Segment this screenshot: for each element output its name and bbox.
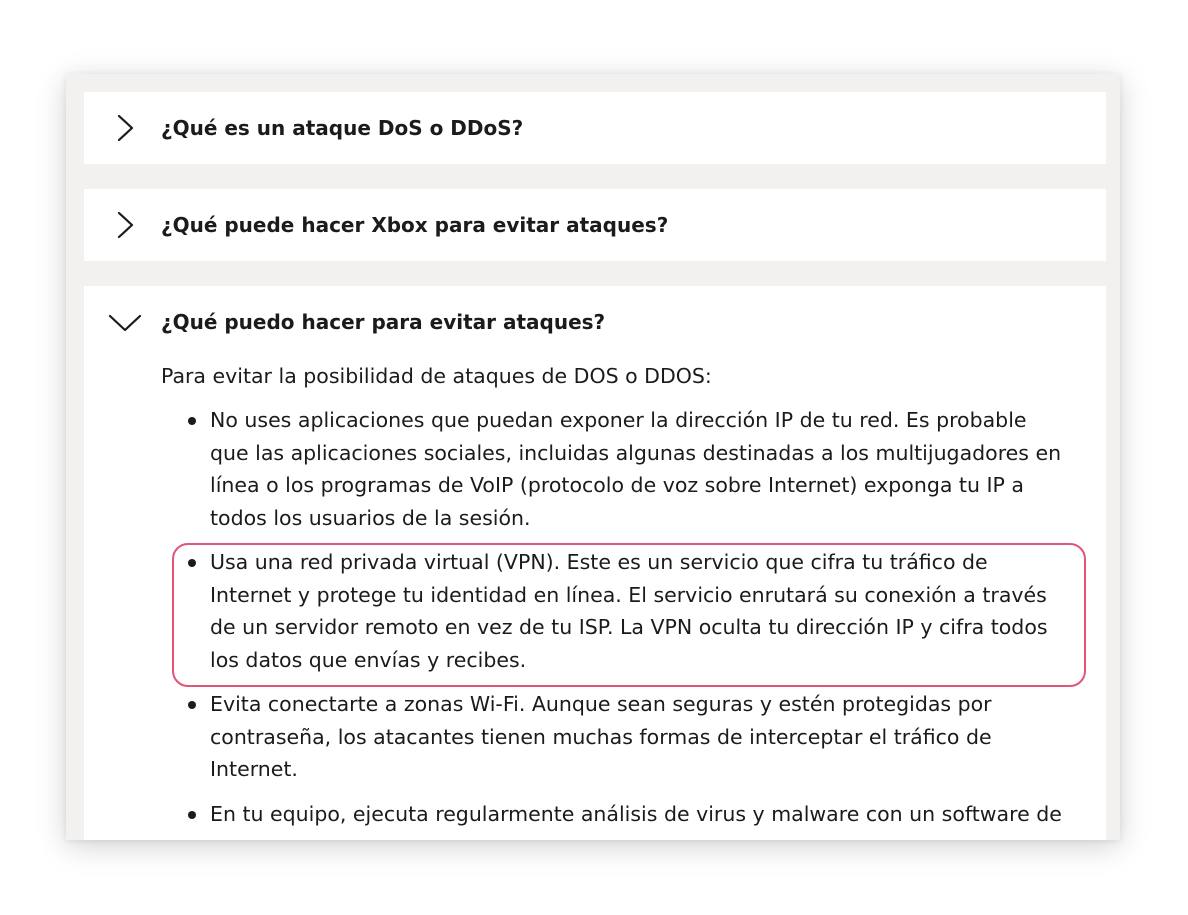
bullet-dot [188,701,196,709]
accordion-header-xbox-prevention[interactable] [84,189,1106,261]
list-item-line: Internet y protege tu identidad en línea. El servicio enrutará su conexión a través [210,582,1047,607]
list-item-line: En tu equipo, ejecuta regularmente análisis de virus y malware con un software de [210,801,1062,826]
chevron-down-icon [108,310,142,334]
list-item-line: los datos que envías y recibes. [210,647,527,672]
list-item [161,798,1091,831]
list-item-line: Evita conectarte a zonas Wi-Fi. Aunque sean seguras y estén protegidas por [210,692,992,716]
list-item-line: Usa una red privada virtual (VPN). Este es un servicio que cifra tu tráfico de [210,550,988,574]
accordion-item-user-prevention [84,286,1106,840]
accordion-item-dos-ddos [84,92,1106,164]
accordion-body [161,360,1091,826]
accordion-header-user-prevention[interactable] [84,286,1106,358]
chevron-right-icon [114,211,138,239]
faq-accordion [66,74,1120,840]
list-item [161,546,1091,676]
accordion-title: ¿Qué es un ataque DoS o DDoS? [161,116,524,140]
list-item-line: todos los usuarios de la sesión. [210,505,531,530]
chevron-right-icon [114,114,138,142]
accordion-title: ¿Qué puede hacer Xbox para evitar ataques? [161,213,669,237]
list-item-line: línea o los programas de VoIP (protocolo de voz sobre Internet) exponga tu IP a [210,473,1024,497]
bullet-dot [188,559,196,567]
bullet-dot [188,417,196,425]
list-item-line: Internet. [210,757,298,781]
accordion-item-xbox-prevention [84,189,1106,261]
list-item-line: No uses aplicaciones que puedan exponer la dirección IP de tu red. Es probable [210,408,1027,432]
list-item-line: contraseña, los atacantes tienen muchas formas de interceptar el tráfico de [210,724,992,749]
list-item-line: que las aplicaciones sociales, incluidas algunas destinadas a los multijugadores en [210,440,1062,465]
accordion-title: ¿Qué puedo hacer para evitar ataques? [161,310,606,334]
list-item [161,688,1091,786]
accordion-header-dos-ddos[interactable] [84,92,1106,164]
intro-text: Para evitar la posibilidad de ataques de DOS o DDOS: [161,364,712,388]
list-item-line: de un servidor remoto en vez de tu ISP. La VPN oculta tu dirección IP y cifra todos [210,615,1048,639]
list-item [161,404,1091,534]
prevention-list [161,404,1091,840]
bullet-dot [188,811,196,819]
